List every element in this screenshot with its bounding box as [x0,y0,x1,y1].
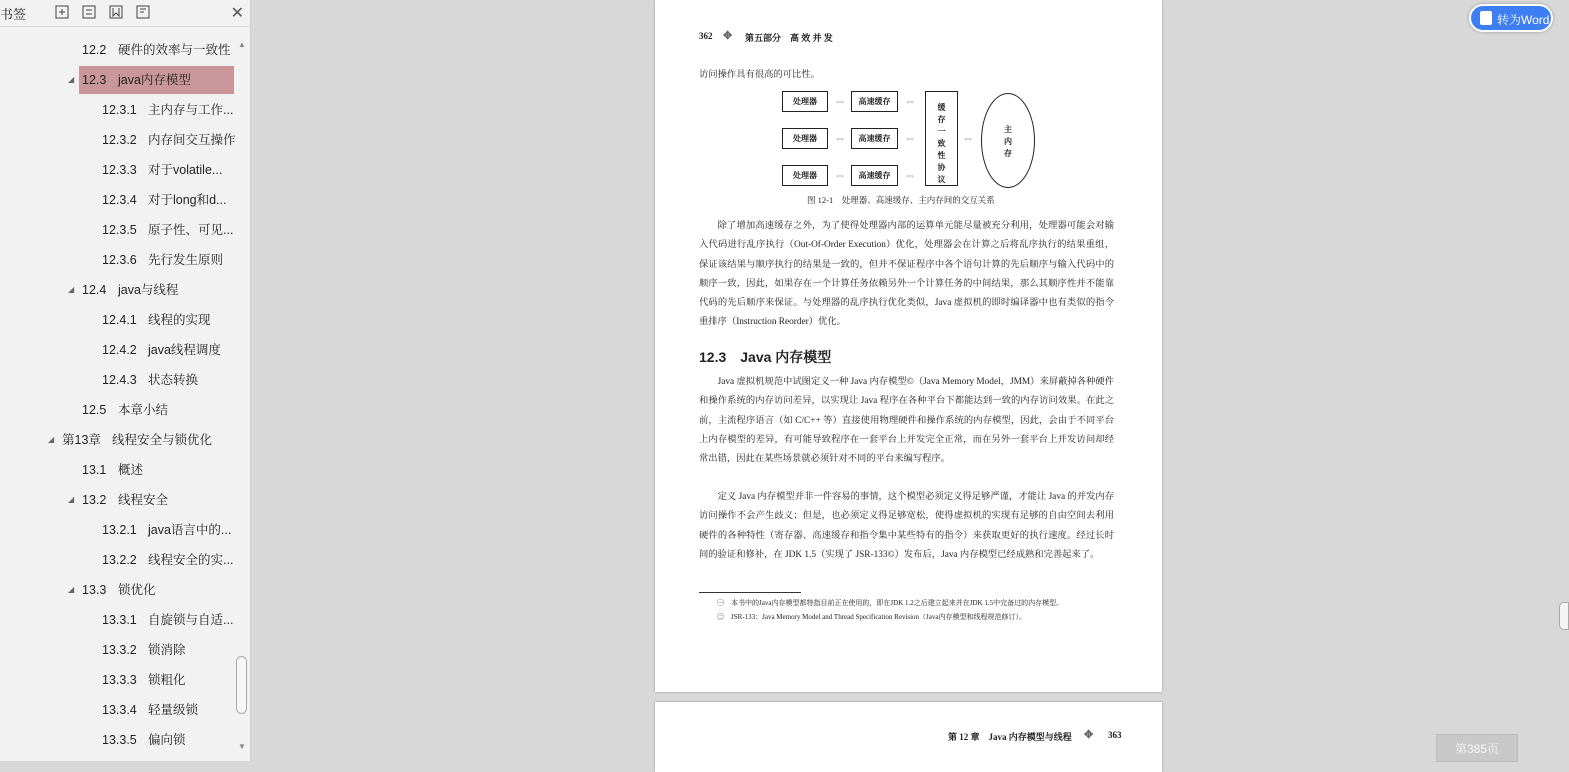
scroll-up-arrow-icon[interactable]: ▲ [238,40,246,49]
processor-box: 处理器 [782,128,828,149]
bookmark-label: 原子性、可见... [148,223,234,237]
bookmark-number: 13.3 [82,583,107,597]
bookmark-number: 第13章 [62,433,101,447]
bookmark-number: 13.2.2 [102,553,137,567]
processor-box: 处理器 [782,165,828,186]
scroll-down-arrow-icon[interactable]: ▼ [238,742,246,751]
close-icon[interactable]: ✕ [230,5,244,22]
intro-line: 访问操作具有很高的可比性。 [699,70,820,80]
bookmark-item[interactable] [0,336,236,364]
convert-to-word-button[interactable] [1469,4,1553,32]
bookmark-label: 线程安全的实... [148,553,234,567]
bookmark-label: 先行发生原则 [148,253,224,267]
expand-all-icon[interactable] [55,5,69,19]
double-arrow-icon: ⇔ [962,131,974,145]
bookmark-label: 状态转换 [148,373,199,387]
bookmark-number: 12.4.1 [102,313,137,327]
bookmark-list [0,36,236,761]
double-arrow-icon: ⇔ [904,94,916,108]
double-arrow-icon: ⇔ [904,168,916,182]
bookmark-number: 13.3.4 [102,703,137,717]
bookmark-number: 12.4.3 [102,373,137,387]
footnote: ㊀ 本书中的Java内存模型都特指目前正在使用的，即在JDK 1.2之后建立起来并在JDK 1.5中完备过的内存模型。 [717,599,1064,607]
bookmark-number: 12.3 [82,73,107,87]
bookmark-item[interactable] [0,186,236,214]
bookmark-number: 13.2 [82,493,107,507]
footnote: ㊁ JSR-133：Java Memory Model and Thread Specification Revision（Java内存模型和线程规范修订）。 [717,613,1026,621]
convert-to-word-label: 转为Word [1497,13,1550,27]
double-arrow-icon: ⇔ [834,168,846,182]
collapse-all-icon[interactable] [82,5,96,19]
bookmark-number: 13.2.1 [102,523,137,537]
bookmark-label: 主内存与工作... [148,103,234,117]
bookmark-label: 自旋锁与自适... [148,613,234,627]
expand-triangle-icon[interactable]: ◢ [68,75,75,84]
bookmark-number: 12.3.4 [102,193,137,207]
bookmark-number: 13.3.2 [102,643,137,657]
main-memory-ellipse: 主内存 [981,93,1035,188]
expand-triangle-icon[interactable]: ◢ [68,285,75,294]
bookmark-item[interactable] [0,276,236,304]
header-ornament-icon: ✥ [723,30,733,42]
section-title: 12.3 Java 内存模型 [699,349,832,365]
side-panel-handle[interactable] [1559,602,1569,630]
bookmark-label: 对于volatile... [148,163,223,177]
bookmark-item[interactable] [0,216,236,244]
bookmark-number: 12.5 [82,403,107,417]
bookmark-label: 轻量级锁 [148,703,199,717]
bookmark-item[interactable] [0,96,236,124]
bookmark-item[interactable] [0,36,236,64]
bookmark-item[interactable] [0,576,236,604]
bookmark-number: 12.2 [82,43,107,57]
bookmark-number: 12.3.2 [102,133,137,147]
page-number-badge: 第385页 [1436,734,1518,762]
bookmark-item[interactable] [0,156,236,184]
bookmark-number: 12.3.3 [102,163,137,177]
page-header-chapter: 第 12 章 Java 内存模型与线程 [948,732,1072,742]
bookmark-label: 偏向锁 [148,733,186,747]
bookmark-item[interactable] [0,606,236,634]
bookmark-item[interactable] [0,306,236,334]
bookmark-label: 线程安全 [118,493,169,507]
add-bookmark-icon[interactable] [109,5,123,19]
sidebar-scrollbar[interactable] [236,38,248,753]
expand-triangle-icon[interactable]: ◢ [68,495,75,504]
bookmark-item[interactable] [0,246,236,274]
bookmark-label: 内存间交互操作 [148,133,236,147]
body-paragraph: 定义 Java 内存模型并非一件容易的事情，这个模型必须定义得足够严谨，才能让 Java 的并发内存访问操作不会产生歧义；但是，也必须定义得足够宽松，使得虚拟机的实现有足够的自由空间去利用硬件的各种特性（寄存器、高速缓存和指令集中某些特有的指令）来获取更好的执行速度。经过长时间的验证和修补，在 JDK 1.5（实现了 JSR-133©）发布后，Java 内存模型已经成熟和完善起来了。 [699,492,1114,560]
bookmark-number: 13.3.1 [102,613,137,627]
bookmark-label: java线程调度 [148,343,221,357]
coherence-protocol-box: 缓存一致性协议 [925,91,958,186]
bookmark-label: 锁粗化 [148,673,186,687]
word-doc-icon [1480,11,1492,25]
processor-box: 处理器 [782,91,828,112]
bookmark-label: 对于long和d... [148,193,227,207]
bookmark-sidebar [0,0,251,761]
cache-box: 高速缓存 [851,91,898,112]
document-page-363 [655,702,1162,772]
bookmark-item[interactable] [0,666,236,694]
header-ornament-icon: ✥ [1084,729,1094,741]
bookmark-item[interactable] [0,396,236,424]
expand-triangle-icon[interactable]: ◢ [48,435,55,444]
cache-box: 高速缓存 [851,128,898,149]
bookmark-label: 线程安全与锁优化 [112,433,213,447]
bookmark-label: 线程的实现 [148,313,211,327]
figure-caption: 图 12-1 处理器、高速缓存、主内存间的交互关系 [807,195,995,205]
double-arrow-icon: ⇔ [834,94,846,108]
bookmark-item[interactable] [0,486,236,514]
bookmark-number: 12.3.6 [102,253,137,267]
bookmark-item[interactable] [0,726,236,754]
bookmark-item[interactable] [0,546,236,574]
bookmark-item[interactable] [0,696,236,724]
footnote-divider [699,592,801,593]
double-arrow-icon: ⇔ [904,131,916,145]
document-page-362 [655,0,1162,692]
bookmark-number: 12.4 [82,283,107,297]
bookmark-item[interactable] [0,636,236,664]
bookmark-label: 锁消除 [148,643,186,657]
bookmark-number: 13.3.5 [102,733,137,747]
bookmark-label: 硬件的效率与一致性 [118,43,231,57]
bookmark-item[interactable] [0,126,236,154]
bookmark-label: java内存模型 [118,73,191,87]
bookmark-item[interactable] [0,456,236,484]
bookmark-item[interactable] [0,426,236,454]
bookmark-number: 12.3.1 [102,103,137,117]
bookmark-options-icon[interactable] [136,5,150,19]
page-number: 363 [1108,730,1122,740]
expand-triangle-icon[interactable]: ◢ [68,585,75,594]
bookmark-item[interactable] [0,366,236,394]
body-paragraph: 除了增加高速缓存之外，为了使得处理器内部的运算单元能尽量被充分利用，处理器可能会对输入代码进行乱序执行（Out-Of-Order Execution）优化，处理器会在计算之后将乱序执行的结果重组，保证该结果与顺序执行的结果是一致的，但并不保证程序中各个语句计算的先后顺序与输入代码中的顺序一致，因此，如果存在一个计算任务依赖另外一个计算任务的中间结果，那么其顺序性并不能靠代码的先后顺序来保证。与处理器的乱序执行优化类似，Java 虚拟机的即时编译器中也有类似的指令重排序（Instruction Reorder）优化。 [699,221,1114,328]
page-number: 362 [699,31,713,41]
body-paragraph: Java 虚拟机规范中试图定义一种 Java 内存模型©（Java Memory Model，JMM）来屏蔽掉各种硬件和操作系统的内存访问差异，以实现让 Java 程序在各种平台下都能达到一致的内存访问效果。在此之前，主流程序语言（如 C/C++ 等）直接使用物理硬件和操作系统的内存模型，因此，会由于不同平台上内存模型的差异，有可能导致程序在一套平台上并发完全正常，而在另外一套平台上并发访问却经常出错，因此在某些场景就必须针对不同的平台来编写程序。 [699,377,1114,465]
double-arrow-icon: ⇔ [834,131,846,145]
bookmark-label: 本章小结 [118,403,169,417]
bookmark-number: 13.1 [82,463,107,477]
sidebar-header [0,0,250,27]
bookmark-number: 12.3.5 [102,223,137,237]
bookmark-label: 概述 [118,463,144,477]
bookmark-number: 12.4.2 [102,343,137,357]
sidebar-title: 书签 [0,7,27,22]
bookmark-number: 13.3.3 [102,673,137,687]
scrollbar-thumb[interactable] [236,656,247,714]
bookmark-label: 锁优化 [118,583,156,597]
page-header-part: 第五部分 高 效 并 发 [745,33,833,43]
bookmark-item[interactable] [0,516,236,544]
bookmark-item[interactable] [0,66,236,94]
cache-box: 高速缓存 [851,165,898,186]
bookmark-label: java语言中的... [148,523,232,537]
bookmark-label: java与线程 [118,283,179,297]
